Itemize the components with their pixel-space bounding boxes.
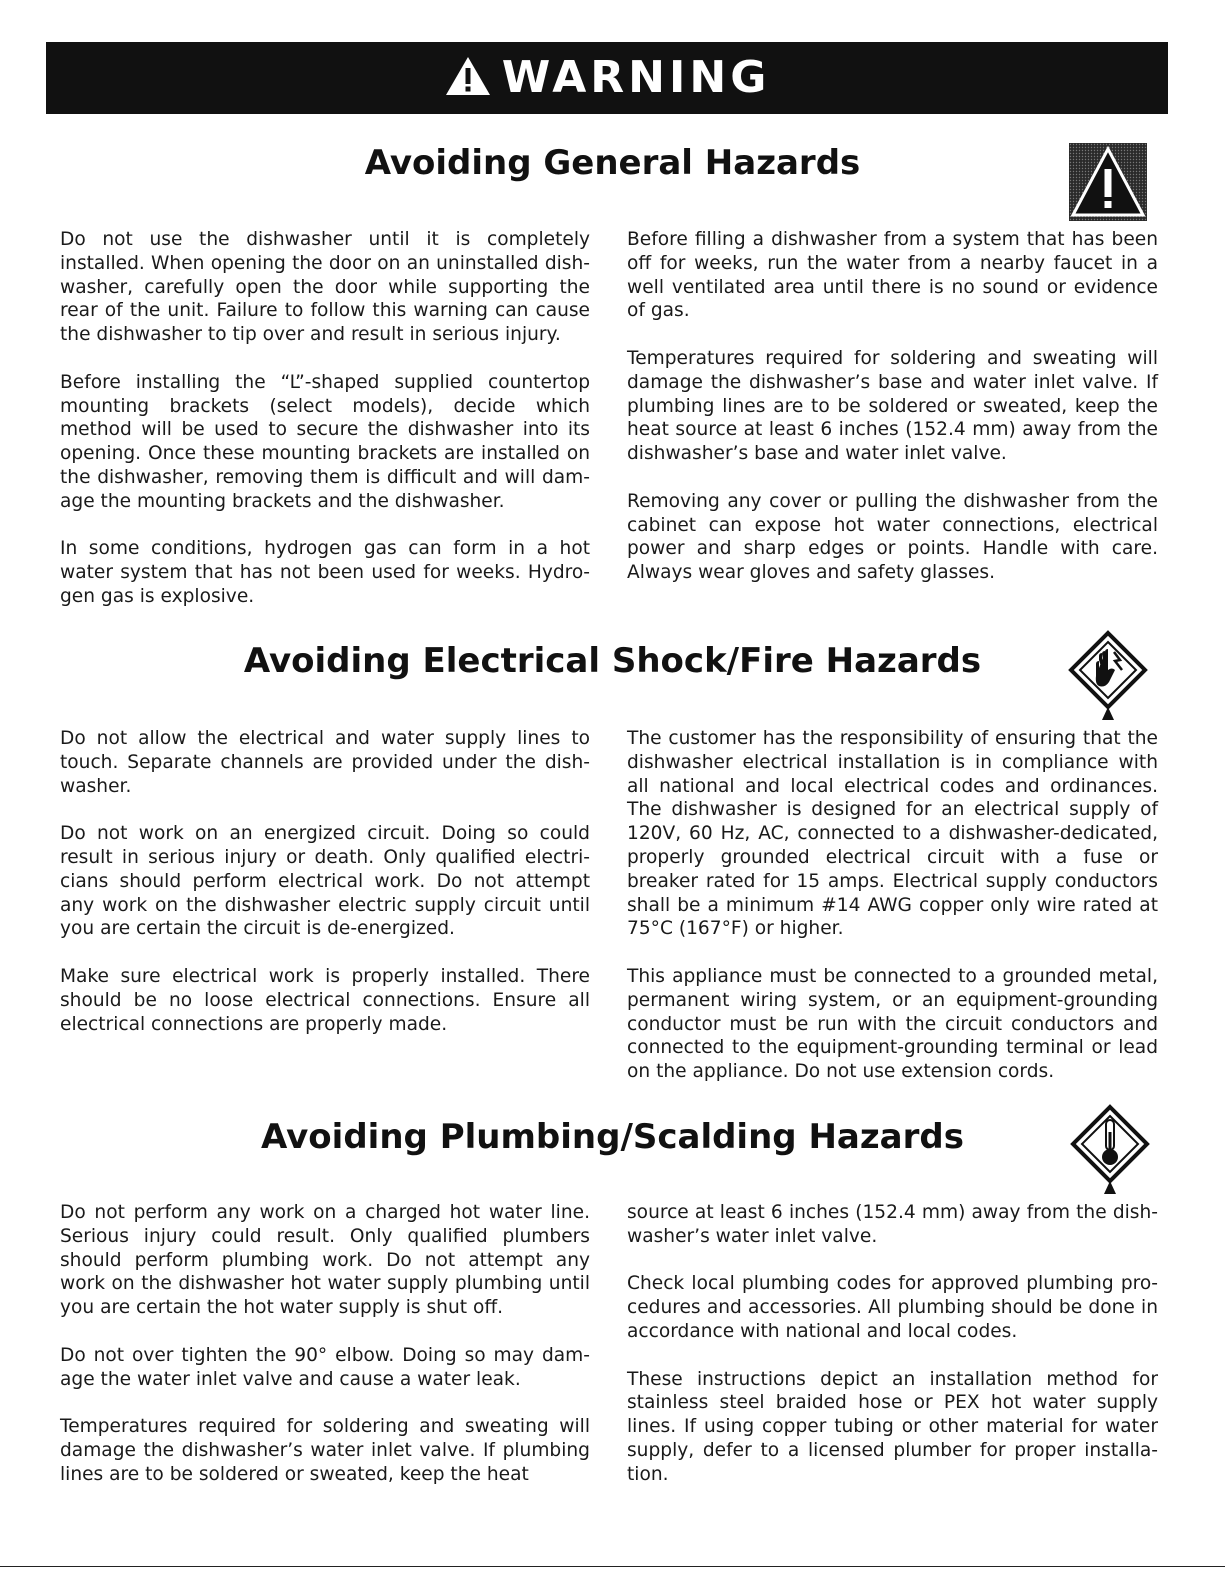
paragraph: Do not perform any work on a charged hot water line. Serious injury could result. Only qualified plumbers should perform plumbing work. Do not attempt any work on the dishwasher hot water supply plumbing until you are certain the hot water supply is shut off.	[60, 1202, 590, 1319]
paragraph: This appliance must be connected to a grounded metal, permanent wiring system, or an equipment-grounding conductor must be run with the circuit conductors and connected to the equipment-grounding terminal or lead on the appliance. Do not use extension cords.	[627, 965, 1158, 1083]
plumbing-hazards-left-column	[60, 1201, 590, 1487]
paragraph: Before filling a dishwasher from a system that has been off for weeks, run the water from a nearby faucet in a well ventilated area until there is no sound or evidence of gas.	[627, 229, 1158, 322]
section-title-general-hazards: Avoiding General Hazards	[364, 143, 861, 183]
paragraph: Do not over tighten the 90° elbow. Doing so may damage the water inlet valve and cause a water leak.	[60, 1344, 590, 1390]
paragraph: Check local plumbing codes for approved plumbing procedures and accessories. All plumbing should be done in accordance with national and local codes.	[627, 1273, 1158, 1342]
paragraph: Do not allow the electrical and water supply lines to touch. Separate channels are provided under the dishwasher.	[60, 728, 590, 797]
paragraph: Temperatures required for soldering and sweating will damage the dishwasher’s water inlet valve. If plumbing lines are to be soldered or sweated, keep the heat	[60, 1416, 590, 1485]
paragraph: These instructions depict an installation method for stainless steel braided hose or PEX hot water supply lines. If using copper tubing or other material for water supply, defer to a licensed plumber for proper installation.	[627, 1368, 1158, 1485]
general-hazards-right-column	[627, 228, 1158, 585]
paragraph: The customer has the responsibility of ensuring that the dishwasher electrical installation is in compliance with all national and local electrical codes and ordinances. The dishwasher is designed for an electrical supply of 120V, 60 Hz, AC, connected to a dishwasher-dedicated, properly grounded electrical circuit with a fuse or breaker rated for 15 amps. Electrical supply conductors shall be a minimum #14 AWG copper only wire rated at 75°C (167°F) or higher.	[627, 728, 1158, 940]
paragraph: source at least 6 inches (152.4 mm) away from the dishwasher’s water inlet valve.	[627, 1202, 1158, 1247]
general-hazards-left-column	[60, 228, 590, 609]
warning-triangle-icon	[444, 55, 492, 101]
paragraph: Removing any cover or pulling the dishwasher from the cabinet can expose hot water connections, electrical power and sharp edges or points. Handle with care. Always wear gloves and safety glasses.	[627, 490, 1158, 584]
paragraph: Make sure electrical work is properly installed. There should be no loose electrical connections. Ensure all electrical connections are properly made.	[60, 965, 590, 1035]
paragraph: Do not use the dishwasher until it is completely installed. When opening the door on an uninstalled dishwasher, carefully open the door while supporting the rear of the unit. Failure to follow this warning can cause the dishwasher to tip over and result in serious injury.	[60, 229, 590, 346]
electrical-shock-icon	[1068, 630, 1148, 726]
warning-banner	[46, 42, 1168, 114]
electrical-hazards-left-column	[60, 727, 590, 1036]
paragraph: In some conditions, hydrogen gas can form in a hot water system that has not been used for weeks. Hydrogen gas is explosive.	[60, 538, 590, 607]
banner-title: WARNING	[501, 52, 771, 103]
paragraph: Before installing the “L”-shaped supplied countertop mounting brackets (select models), decide which method will be used to secure the dishwasher into its opening. Once these mounting brackets are installed on the dishwasher, removing them is difficult and will damage the mounting brackets and the dishwasher.	[60, 371, 590, 512]
section-title-plumbing-hazards: Avoiding Plumbing/Scalding Hazards	[261, 1117, 964, 1157]
page-bottom-rule	[0, 1566, 1225, 1567]
electrical-hazards-right-column	[627, 727, 1158, 1084]
thermometer-hazard-icon	[1070, 1104, 1150, 1200]
exclamation-triangle-icon	[1069, 143, 1147, 225]
paragraph: Temperatures required for soldering and sweating will damage the dishwasher’s base and water inlet valve. If plumbing lines are to be soldered or sweated, keep the heat source at least 6 inches (152.4 mm) away from the dishwasher’s base and water inlet valve.	[627, 347, 1158, 465]
section-title-electrical-hazards: Avoiding Electrical Shock/Fire Hazards	[243, 641, 982, 681]
paragraph: Do not work on an energized circuit. Doing so could result in serious injury or death. Only qualified electricians should perform electrical work. Do not attempt any work on the dishwasher electric supply circuit until you are certain the circuit is de-energized.	[60, 823, 590, 940]
plumbing-hazards-right-column	[627, 1201, 1158, 1487]
